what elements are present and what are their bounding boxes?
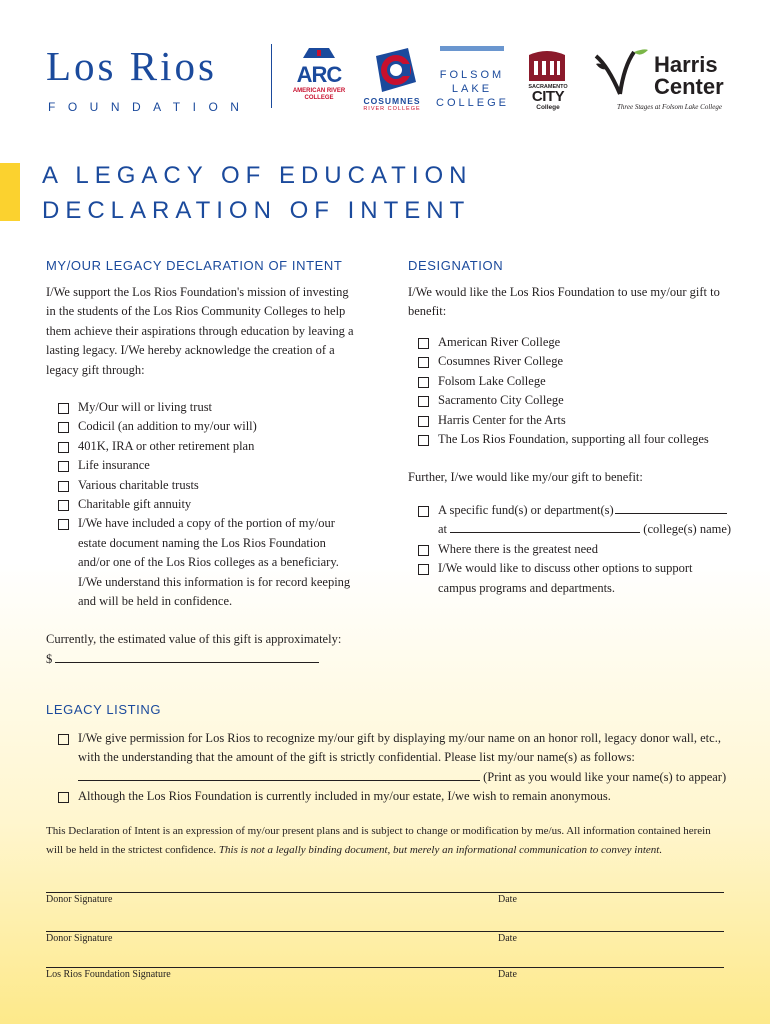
checkbox[interactable] — [418, 545, 429, 556]
option-will[interactable]: My/Our will or living trust — [54, 398, 364, 417]
checkbox[interactable] — [418, 377, 429, 388]
signature-line[interactable] — [46, 892, 724, 893]
foundation-logo-text: FOUNDATION — [48, 100, 252, 114]
college-options — [414, 333, 734, 449]
header-divider — [271, 44, 272, 108]
option-greatest-need[interactable]: Where there is the greatest need — [414, 540, 734, 559]
option-retirement[interactable]: 401K, IRA or other retirement plan — [54, 437, 364, 456]
page-title-line2: DECLARATION OF INTENT — [42, 197, 471, 224]
option-crc[interactable]: Cosumnes River College — [414, 352, 734, 371]
checkbox[interactable] — [58, 403, 69, 414]
svg-text:ARC: ARC — [296, 62, 342, 86]
folsom-logo-text: FOLSOM LAKE COLLEGE — [436, 69, 509, 109]
harris-center-logo-text: Harris Center — [654, 52, 724, 99]
checkbox[interactable] — [418, 416, 429, 427]
designation-intro: I/We would like the Los Rios Foundation to use my/our gift to benefit: — [408, 285, 720, 319]
name-listing-field[interactable]: (Print as you would like your name(s) to appear) — [54, 768, 734, 787]
college-name-field[interactable]: at (college(s) name) — [438, 522, 732, 537]
option-permission[interactable]: I/We give permission for Los Rios to recognize my/our gift by displaying my/our name on an honor roll, legacy donor wall, etc., with the understanding that the amount of the gift is strictly confidential. Please list my/our name(s) as follows: — [54, 729, 734, 768]
cosumnes-logo-icon — [366, 48, 418, 92]
estimate-field[interactable]: $ — [46, 650, 319, 669]
harris-center-logo-icon — [594, 46, 650, 98]
cosumnes-logo-sub: RIVER COLLEGE — [363, 106, 421, 112]
date-label: Date — [498, 933, 517, 944]
los-rios-logo-text: Los Rios — [46, 43, 217, 89]
scc-logo-line1: SACRAMENTO — [528, 84, 568, 90]
checkbox[interactable] — [418, 357, 429, 368]
cosumnes-logo-title: COSUMNES — [363, 96, 421, 106]
checkbox[interactable] — [58, 500, 69, 511]
estimate-label: Currently, the estimated value of this gift is approximately: — [46, 632, 342, 646]
date-label: Date — [498, 969, 517, 980]
checkbox[interactable] — [58, 442, 69, 453]
checkbox[interactable] — [58, 422, 69, 433]
declaration-options — [54, 398, 364, 611]
option-foundation[interactable]: The Los Rios Foundation, supporting all four colleges — [414, 430, 734, 449]
option-harris[interactable]: Harris Center for the Arts — [414, 411, 734, 430]
scc-logo-icon — [527, 47, 567, 81]
title-accent-bar — [0, 163, 20, 221]
further-label: Further, I/we would like my/our gift to benefit: — [408, 470, 643, 484]
checkbox[interactable] — [418, 435, 429, 446]
checkbox[interactable] — [418, 506, 429, 517]
signature-line[interactable] — [46, 967, 724, 968]
arc-logo-icon — [295, 44, 343, 86]
listing-heading: LEGACY LISTING — [46, 702, 162, 717]
option-life-insurance[interactable]: Life insurance — [54, 456, 364, 475]
signature-label: Donor Signature — [46, 933, 113, 944]
option-scc[interactable]: Sacramento City College — [414, 391, 734, 410]
harris-center-tagline: Three Stages at Folsom Lake College — [617, 103, 722, 111]
option-anonymous[interactable]: Although the Los Rios Foundation is currently included in my/our estate, I/we wish to remain anonymous. — [54, 787, 734, 806]
option-specific-fund[interactable]: A specific fund(s) or department(s) — [414, 501, 734, 520]
checkbox[interactable] — [58, 461, 69, 472]
checkbox[interactable] — [58, 792, 69, 803]
checkbox[interactable] — [418, 396, 429, 407]
disclaimer: This Declaration of Intent is an expression of my/our present plans and is subject to change or modification by me/us. All information contained herein will be held in the strictest confidence. This is not a legally binding document, but merely an informational communication to convey intent. — [46, 825, 711, 856]
date-label: Date — [498, 894, 517, 905]
signature-label: Donor Signature — [46, 894, 113, 905]
checkbox[interactable] — [58, 481, 69, 492]
option-flc[interactable]: Folsom Lake College — [414, 372, 734, 391]
checkbox[interactable] — [418, 338, 429, 349]
option-gift-annuity[interactable]: Charitable gift annuity — [54, 495, 364, 514]
declaration-heading: MY/OUR LEGACY DECLARATION OF INTENT — [46, 258, 343, 273]
checkbox[interactable] — [58, 519, 69, 530]
signature-label: Los Rios Foundation Signature — [46, 969, 171, 980]
declaration-intro: I/We support the Los Rios Foundation's mission of investing in the students of the Los Rios Community Colleges to help them achieve their aspirations through education by leaving a lasting legacy. I/We hereby acknowledge the creation of a legacy gift through: — [46, 285, 354, 377]
scc-logo-line2: CITY — [531, 88, 565, 105]
page-title-line1: A LEGACY OF EDUCATION — [42, 162, 473, 189]
option-codicil[interactable]: Codicil (an addition to my/our will) — [54, 417, 364, 436]
designation-heading: DESIGNATION — [408, 258, 504, 273]
signature-line[interactable] — [46, 931, 724, 932]
option-charitable-trusts[interactable]: Various charitable trusts — [54, 476, 364, 495]
scc-logo-line3: College — [536, 104, 560, 111]
disclaimer-italic: This is not a legally binding document, but merely an informational communication to convey intent. — [218, 844, 663, 856]
further-options — [414, 501, 734, 598]
option-estate-copy[interactable]: I/We have included a copy of the portion of my/our estate document naming the Los Rios Foundation and/or one of the Los Rios colleges as a beneficiary. I/We understand this information is for record keeping and will be held in confidence. — [54, 514, 358, 611]
folsom-logo-bar — [440, 46, 504, 51]
arc-logo-name: AMERICAN RIVER COLLEGE — [292, 88, 346, 101]
checkbox[interactable] — [418, 564, 429, 575]
option-discuss[interactable]: I/We would like to discuss other options to support campus programs and departments. — [414, 559, 728, 598]
checkbox[interactable] — [58, 734, 69, 745]
listing-options — [54, 729, 734, 807]
option-arc[interactable]: American River College — [414, 333, 734, 352]
